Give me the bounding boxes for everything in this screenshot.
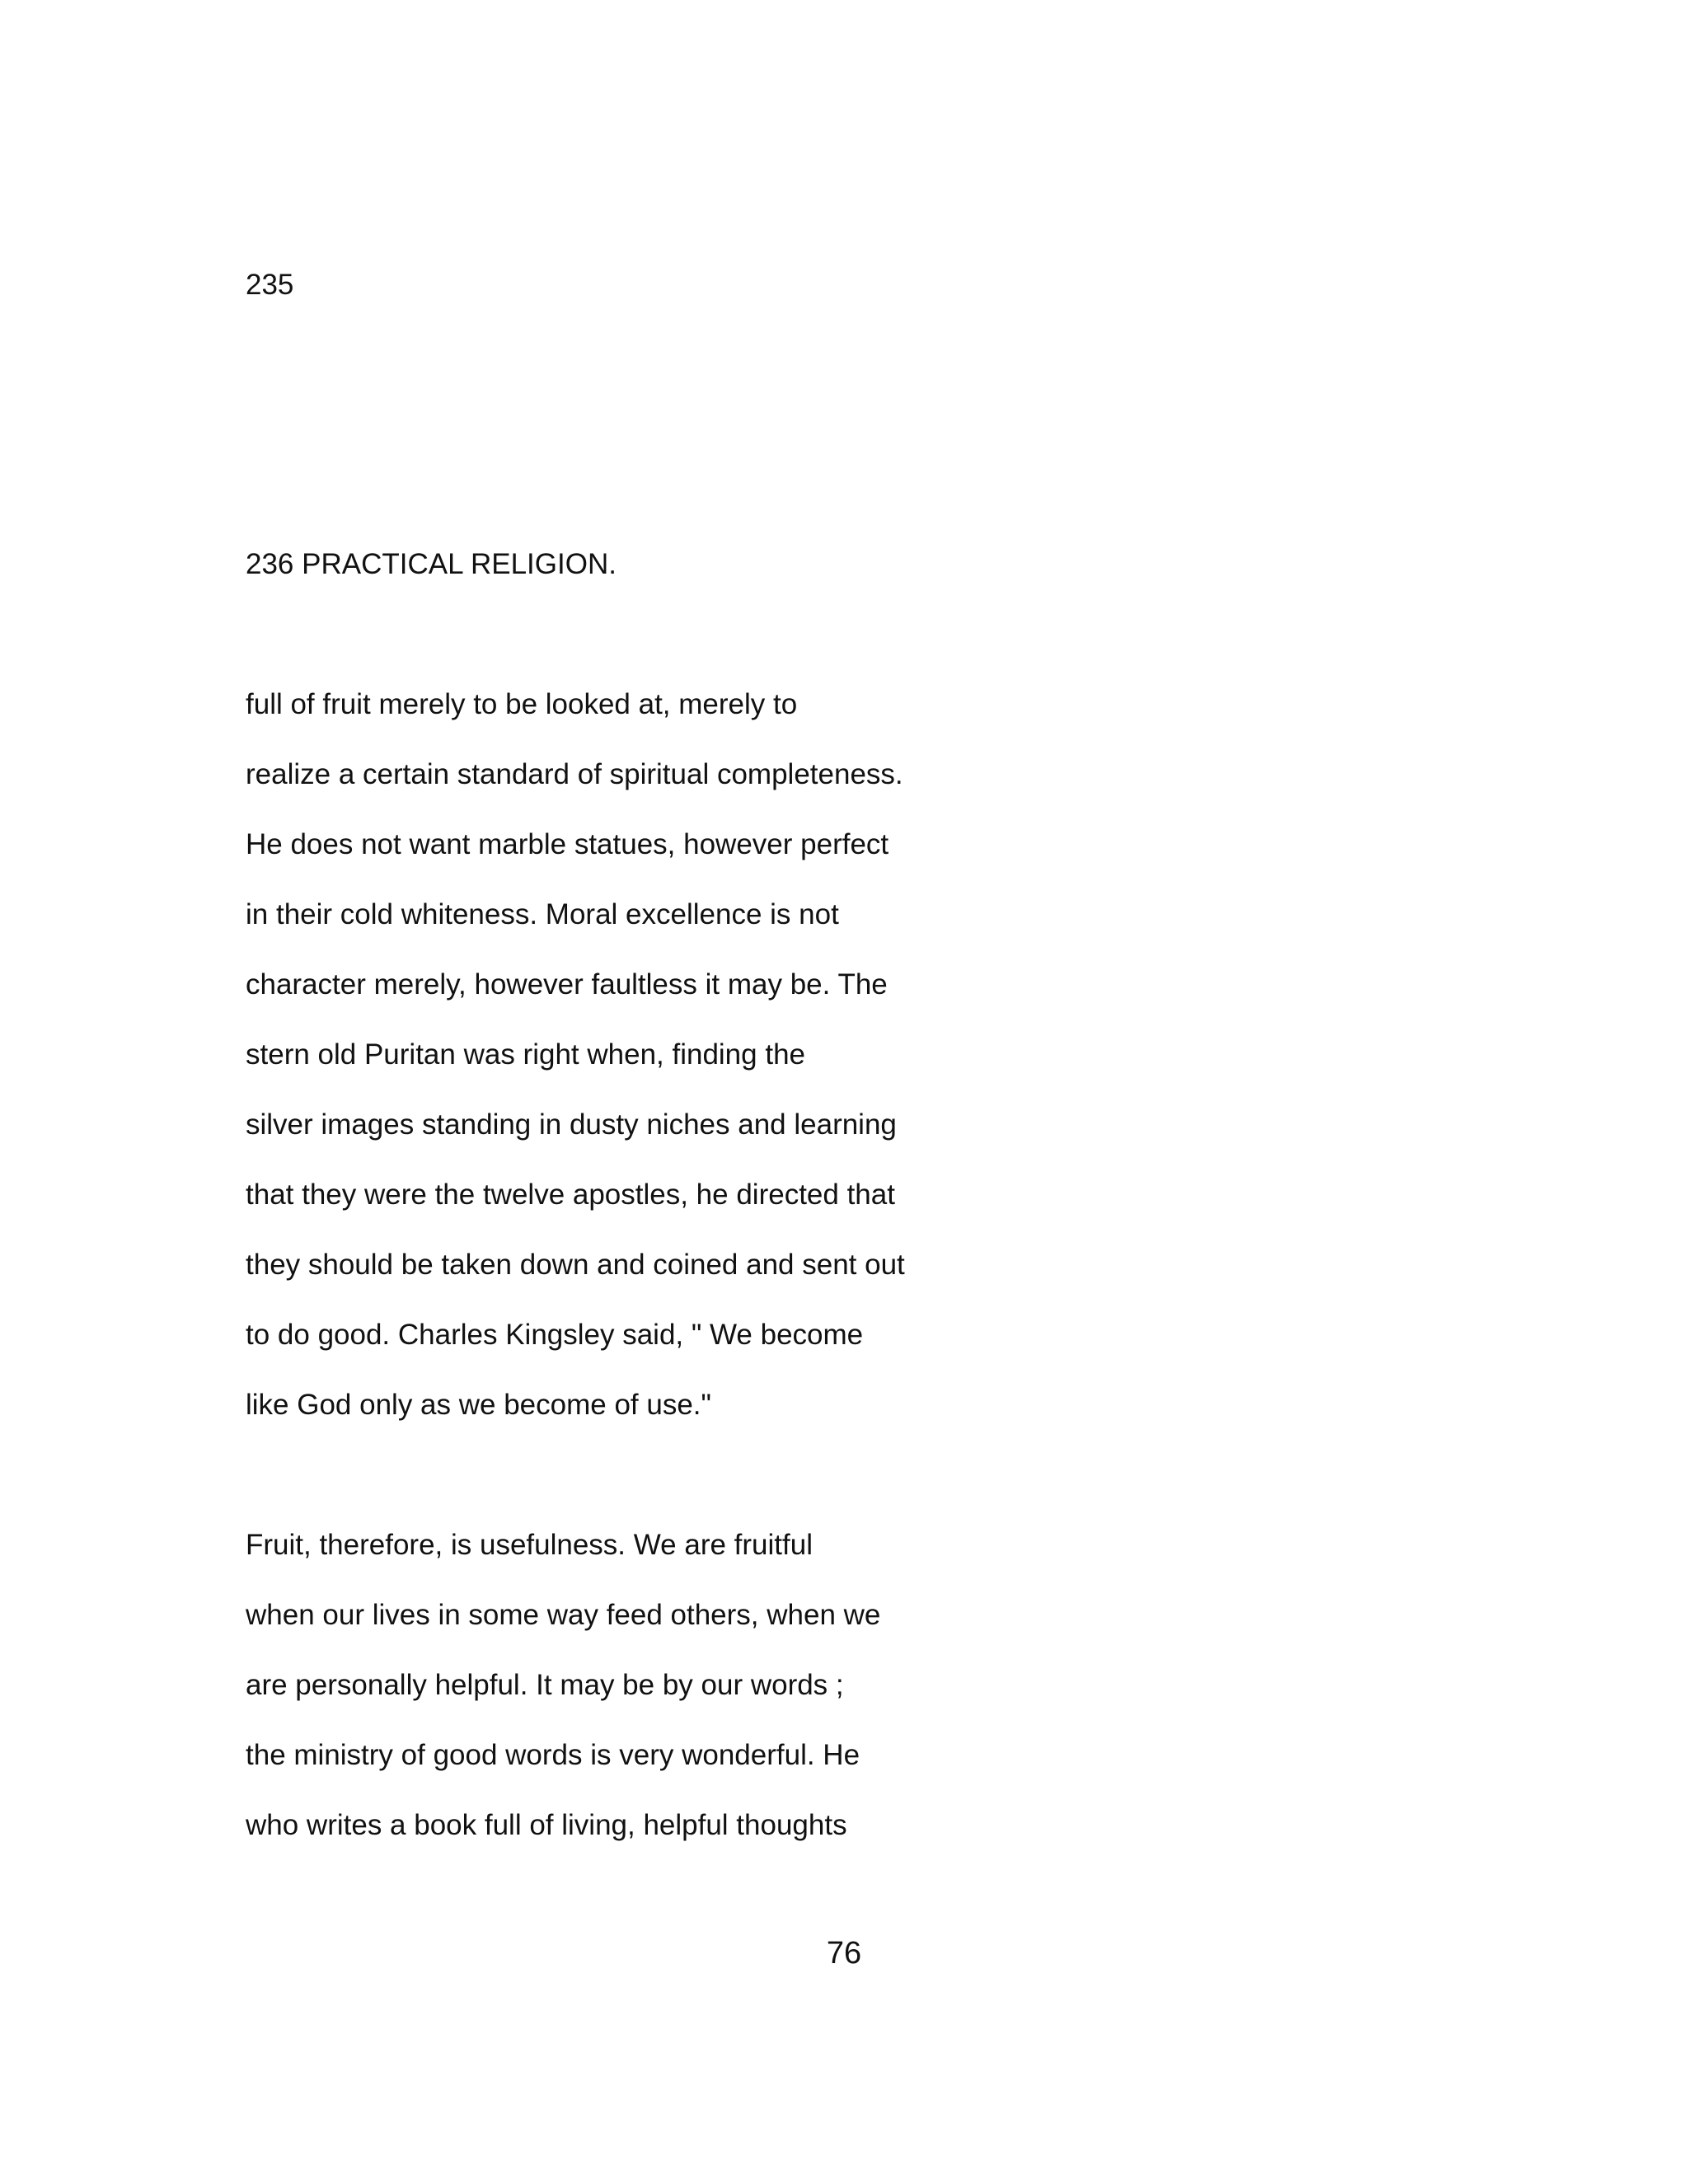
paragraph-line: the ministry of good words is very wonderful. He: [246, 1739, 860, 1771]
top-number: 235: [246, 269, 294, 301]
paragraph-line: realize a certain standard of spiritual completeness.: [246, 758, 903, 790]
running-header: 236 PRACTICAL RELIGION.: [246, 548, 617, 580]
paragraph-line: character merely, however faultless it may be. The: [246, 968, 888, 1001]
paragraph-line: to do good. Charles Kingsley said, " We become: [246, 1319, 864, 1351]
paragraph-line: silver images standing in dusty niches and learning: [246, 1108, 897, 1141]
paragraph-line: like God only as we become of use.": [246, 1389, 711, 1421]
paragraph-line: in their cold whiteness. Moral excellence is not: [246, 898, 839, 930]
paragraph-line: that they were the twelve apostles, he directed that: [246, 1179, 895, 1211]
paragraph-line: full of fruit merely to be looked at, merely to: [246, 688, 798, 720]
paragraph-line: He does not want marble statues, however perfect: [246, 828, 889, 860]
paragraph-line: who writes a book full of living, helpful thoughts: [246, 1809, 847, 1841]
paragraph-line: Fruit, therefore, is usefulness. We are fruitful: [246, 1529, 813, 1561]
page-number: 76: [826, 1936, 862, 1971]
paragraph-line: they should be taken down and coined and sent out: [246, 1249, 905, 1281]
paragraph-line: when our lives in some way feed others, when we: [246, 1599, 881, 1631]
paragraph-line: are personally helpful. It may be by our words ;: [246, 1669, 844, 1701]
paragraph-line: stern old Puritan was right when, finding the: [246, 1038, 805, 1071]
